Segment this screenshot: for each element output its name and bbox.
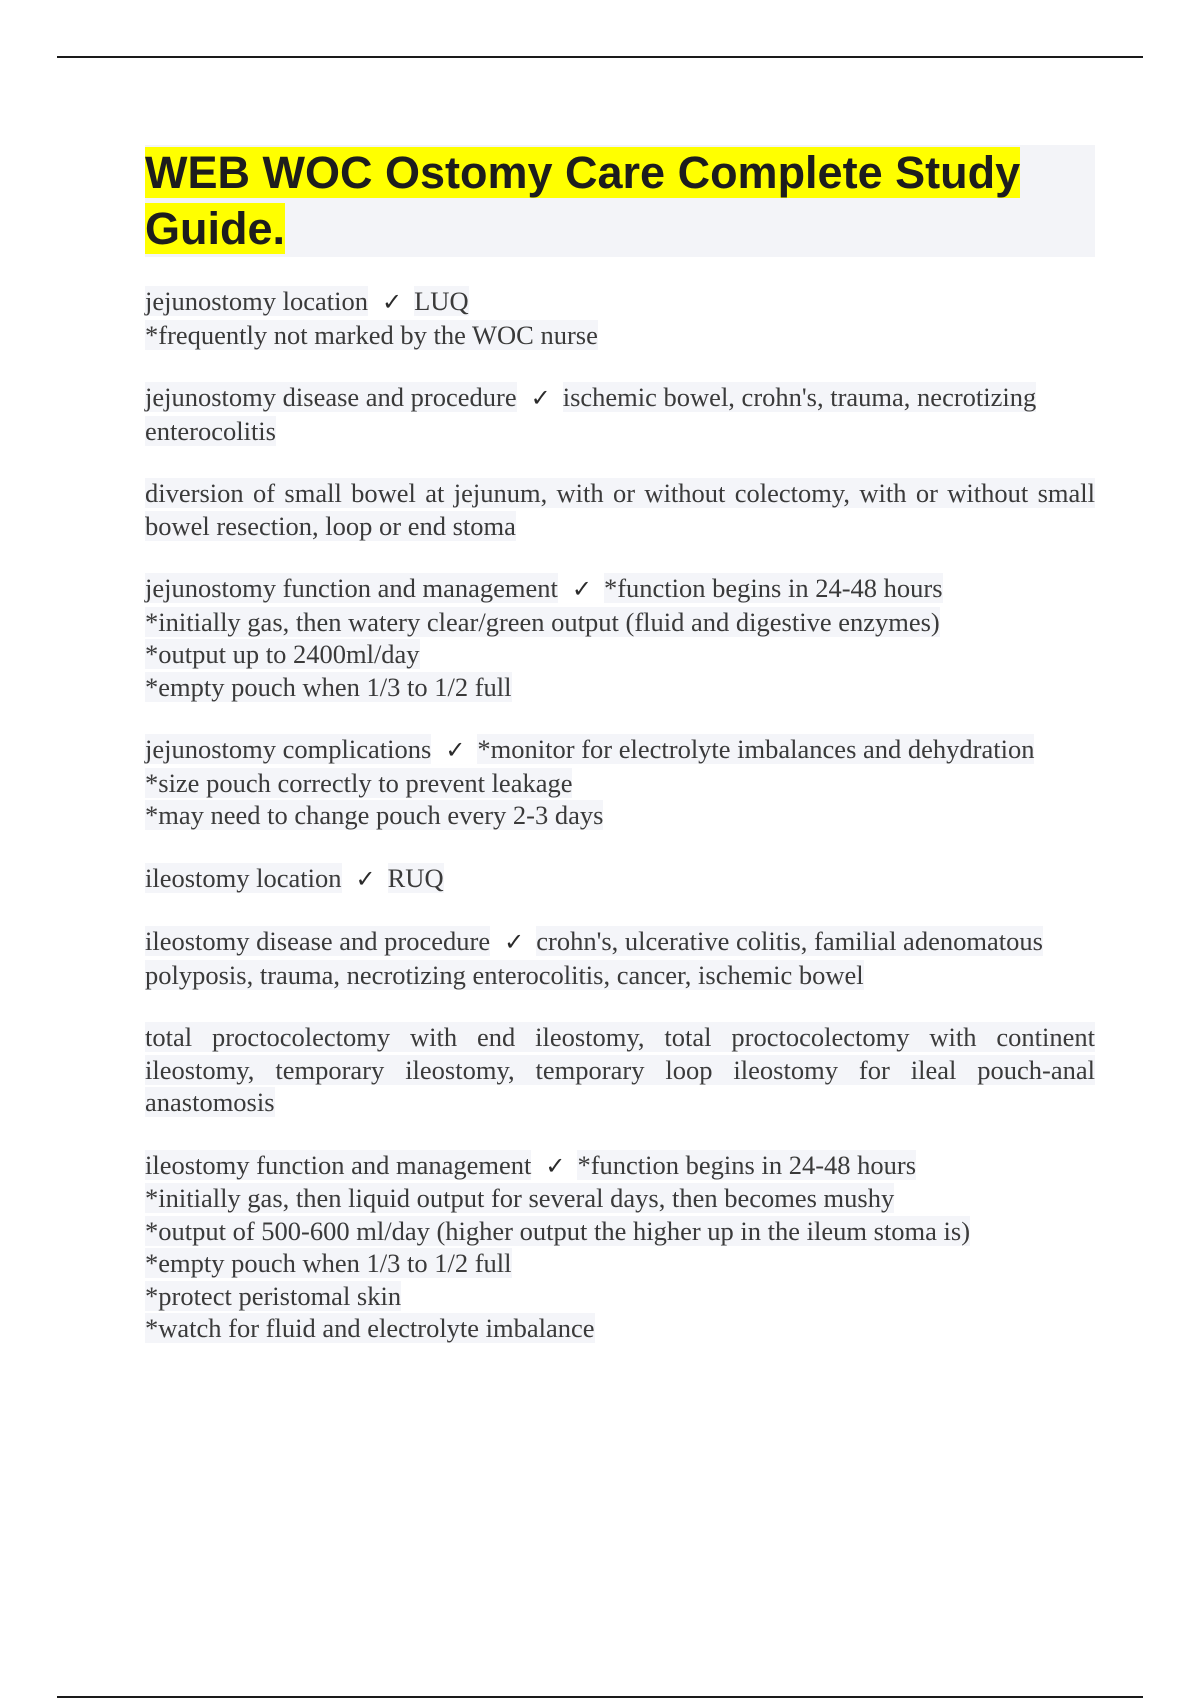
card-question: ileostomy location — [145, 862, 342, 893]
bottom-rule — [57, 1696, 1143, 1698]
card-2 — [145, 381, 1095, 447]
check-icon: ✓ — [504, 928, 525, 956]
top-rule — [57, 56, 1143, 58]
card-5 — [145, 733, 1095, 832]
card-answer: LUQ *frequently not marked by the WOC nurse — [145, 286, 598, 350]
card-question: jejunostomy disease and procedure — [145, 382, 517, 412]
card-6 — [145, 862, 1095, 896]
card-3 — [145, 477, 1095, 542]
card-question: jejunostomy location — [145, 286, 369, 316]
card-question: ileostomy disease and procedure — [145, 926, 491, 956]
card-question: ileostomy function and management — [145, 1149, 532, 1180]
card-1 — [145, 285, 1095, 351]
card-answer: *monitor for electrolyte imbalances and dehydration *size pouch correctly to prevent leakage *may need to change pouch every 2-3 days — [145, 734, 1035, 830]
card-answer: ischemic bowel, crohn's, trauma, necrotizing enterocolitis — [145, 382, 1037, 446]
card-answer: total proctocolectomy with end ileostomy, total proctocolectomy with continent ileostomy, temporary ileostomy, temporary loop ileostomy for ileal pouch-anal anastomosis — [145, 1022, 1095, 1117]
card-answer: *function begins in 24-48 hours *initially gas, then watery clear/green output (fluid and digestive enzymes) *output up to 2400ml/day *empty pouch when 1/3 to 1/2 full — [145, 573, 943, 702]
card-answer: crohn's, ulcerative colitis, familial adenomatous polyposis, trauma, necrotizing enterocolitis, cancer, ischemic bowel — [145, 926, 1043, 990]
check-icon: ✓ — [571, 575, 592, 603]
card-8 — [145, 1021, 1095, 1119]
check-icon: ✓ — [382, 288, 403, 316]
card-4 — [145, 572, 1095, 703]
check-icon: ✓ — [530, 384, 551, 412]
card-question: jejunostomy function and management — [145, 573, 558, 603]
card-answer: RUQ — [387, 862, 444, 893]
card-7 — [145, 925, 1095, 991]
card-answer: *function begins in 24-48 hours *initially gas, then liquid output for several days, then becomes mushy *output of 500-600 ml/day (higher output the higher up in the ileum stoma is) *empty pouch when 1/3 to 1/2 full *protect peristomal skin *watch for fluid and electrolyte imbalance — [145, 1149, 971, 1343]
title-highlight: WEB WOC Ostomy Care Complete Study Guide. — [145, 147, 1021, 254]
page-title — [145, 145, 1095, 257]
check-icon: ✓ — [355, 864, 376, 893]
card-9 — [145, 1149, 1095, 1345]
card-answer: diversion of small bowel at jejunum, with or without colectomy, with or without small bowel resection, loop or end stoma — [145, 478, 1095, 541]
document-body — [145, 145, 1095, 1375]
check-icon: ✓ — [445, 736, 466, 764]
check-icon: ✓ — [545, 1151, 566, 1180]
card-question: jejunostomy complications — [145, 734, 432, 764]
